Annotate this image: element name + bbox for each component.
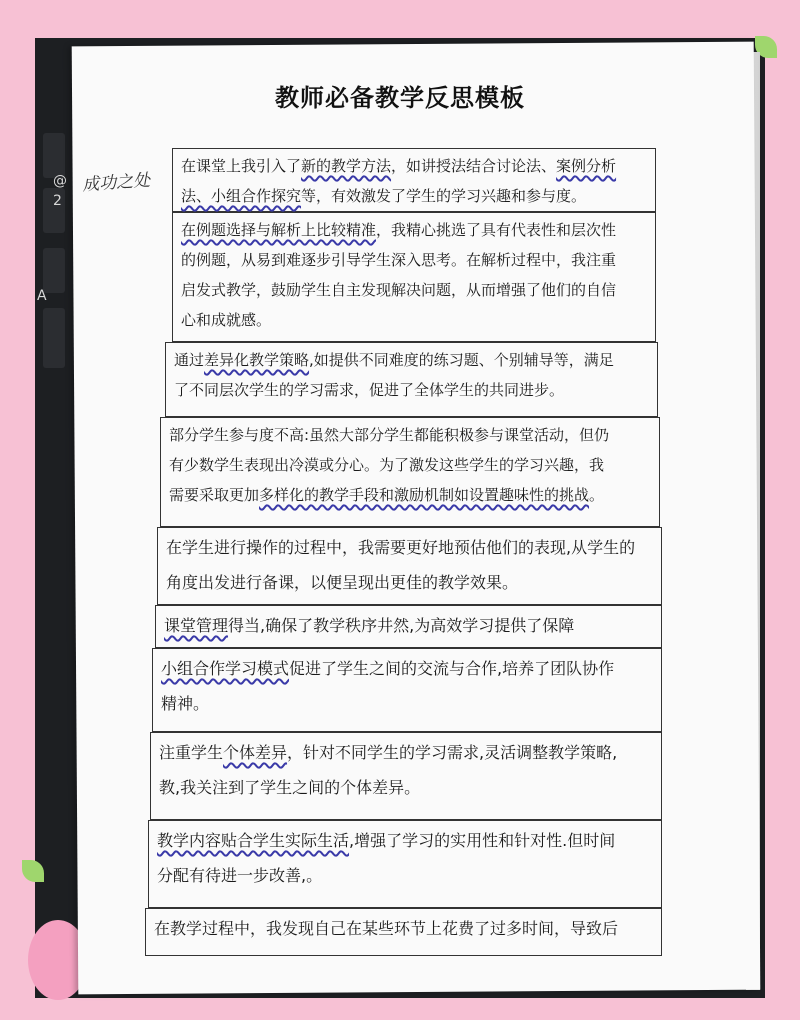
- row-text: 分配有待进一步改善,。: [157, 866, 323, 885]
- table-row: [172, 148, 656, 212]
- key-label: @: [53, 173, 67, 189]
- underlined-text: 教学内容贴合学生实际生活: [157, 831, 350, 850]
- table-row: [157, 527, 662, 605]
- key-label: 2: [53, 193, 62, 209]
- table-row: [152, 648, 662, 732]
- row-text: 在学生进行操作的过程中，我需要更好地预估他们的表现,从学生的: [166, 538, 636, 557]
- row-text: ，针对不同学生的学习需求,灵活调整教学策略,: [287, 743, 618, 762]
- table-row: [172, 212, 656, 342]
- row-text: ,如提供不同难度的练习题、个别辅导等，满足: [309, 351, 614, 369]
- key-label: A: [37, 288, 47, 304]
- row-line: [181, 215, 647, 245]
- row-line: [157, 858, 653, 893]
- row-line: [181, 181, 647, 211]
- row-line: [166, 530, 653, 565]
- row-line: [181, 151, 647, 181]
- row-text: 需要采取更加: [169, 486, 260, 504]
- row-line: [181, 305, 647, 335]
- row-line: [159, 770, 653, 805]
- row-text: 等，有效激发了学生的学习兴趣和参与度。: [301, 187, 587, 205]
- row-line: [159, 735, 653, 770]
- row-line: [161, 651, 653, 686]
- underlined-text: 个体差异: [223, 743, 288, 762]
- keyboard-key: [43, 133, 65, 178]
- table-row: [155, 605, 662, 648]
- keyboard-key: [43, 248, 65, 293]
- row-text: 。: [589, 486, 605, 504]
- row-text: ，如讲授法结合讨论法、: [391, 157, 557, 175]
- row-line: [166, 565, 653, 600]
- row-text: 在课堂上我引入了: [181, 157, 302, 175]
- row-line: [169, 420, 651, 450]
- underlined-text: 多样化的教学手段和激励机制如设置趣味性的挑战: [259, 486, 590, 504]
- row-line: [174, 375, 649, 405]
- row-line: [181, 275, 647, 305]
- handwritten-note: 成功之处: [81, 170, 151, 196]
- row-text: 注重学生: [159, 743, 224, 762]
- row-line: [169, 480, 651, 510]
- row-line: [161, 686, 653, 721]
- row-text: 角度出发进行备课，以便呈现出更佳的教学效果。: [166, 573, 519, 592]
- row-line: [169, 450, 651, 480]
- table-row: [148, 820, 662, 908]
- row-text: 通过: [174, 351, 205, 369]
- keyboard-key: [43, 308, 65, 368]
- underlined-text: 法、小组合作探究: [181, 187, 302, 205]
- row-text: 的例题，从易到难逐步引导学生深入思考。在解析过程中，我注重: [181, 251, 617, 269]
- underlined-text: 新的教学方法: [301, 157, 392, 175]
- table-row: [160, 417, 660, 527]
- row-line: [164, 608, 653, 643]
- row-text: 精神。: [161, 694, 210, 713]
- row-line: [157, 823, 653, 858]
- underlined-text: 课堂管理: [164, 616, 229, 635]
- row-text: 教,我关注到了学生之间的个体差异。: [159, 778, 421, 797]
- underlined-text: 小组合作学习模式: [161, 659, 290, 678]
- row-line: [174, 345, 649, 375]
- table-row: [150, 732, 662, 820]
- table-row: [145, 908, 662, 956]
- row-text: ，我精心挑选了具有代表性和层次性: [376, 221, 617, 239]
- underlined-text: 在例题选择与解析上比较精准: [181, 221, 377, 239]
- row-text: 有少数学生表现出冷漠或分心。为了激发这些学生的学习兴趣，我: [169, 456, 605, 474]
- row-text: 心和成就感。: [181, 311, 272, 329]
- row-text: 启发式教学，鼓励学生自主发现解决问题，从而增强了他们的自信: [181, 281, 617, 299]
- underlined-text: 差异化教学策略: [204, 351, 310, 369]
- row-text: 促进了学生之间的交流与合作,培养了团队协作: [289, 659, 615, 678]
- row-text: 在教学过程中，我发现自己在某些环节上花费了过多时间，导致后: [154, 919, 619, 938]
- row-line: [154, 911, 653, 946]
- table-row: [165, 342, 658, 417]
- row-text: 部分学生参与度不高:虽然大部分学生都能积极参与课堂活动，但仍: [169, 426, 610, 444]
- row-text: 得当,确保了教学秩序井然,为高效学习提供了保障: [228, 616, 575, 635]
- row-line: [181, 245, 647, 275]
- underlined-text: 案例分析: [556, 157, 617, 175]
- row-text: 了不同层次学生的学习需求，促进了全体学生的共同进步。: [174, 381, 565, 399]
- page-title: 教师必备教学反思模板: [275, 84, 525, 112]
- row-text: ,增强了学习的实用性和针对性.但时间: [349, 831, 616, 850]
